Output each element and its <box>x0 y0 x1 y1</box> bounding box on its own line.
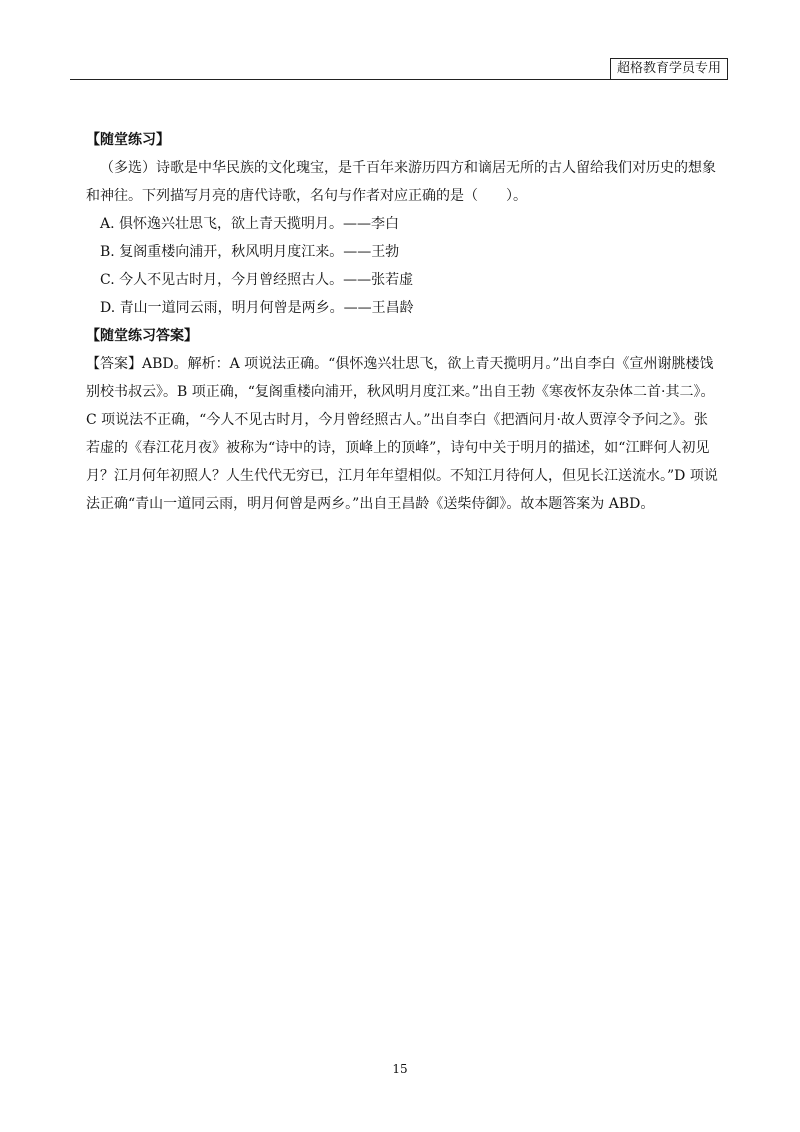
answer-section-title: 【随堂练习答案】 <box>86 328 198 344</box>
practice-section-title: 【随堂练习】 <box>86 132 170 148</box>
page-number: 15 <box>392 1062 408 1076</box>
option-c: C. 今人不见古时月，今月曾经照古人。——张若虚 <box>100 272 414 288</box>
option-b: B. 复阁重楼向浦开，秋风明月度江来。——王勃 <box>100 244 400 260</box>
option-d: D. 青山一道同云雨，明月何曾是两乡。——王昌龄 <box>100 300 414 316</box>
document-body <box>86 126 718 518</box>
header-divider <box>70 79 726 80</box>
option-a: A. 俱怀逸兴壮思飞，欲上青天揽明月。——李白 <box>100 216 400 232</box>
header-tag: 超格教育学员专用 <box>610 58 728 80</box>
practice-question: （多选）诗歌是中华民族的文化瑰宝，是千百年来游历四方和谪居无所的古人留给我们对历史的想象和神往。下列描写月亮的唐代诗歌，名句与作者对应正确的是（ ）。 <box>86 160 716 204</box>
answer-explanation: 【答案】ABD。解析：A 项说法正确。“俱怀逸兴壮思飞，欲上青天揽明月。”出自李白《宣州谢朓楼饯别校书叔云》。B 项正确，“复阁重楼向浦开，秋风明月度江来。”出自王勃《寒夜怀友杂体二首·其二》。C 项说法不正确，“今人不见古时月，今月曾经照古人。”出自李白《把酒问月·故人贾淳令予问之》。张若虚的《春江花月夜》被称为“诗中的诗，顶峰上的顶峰”，诗句中关于明月的描述，如“江畔何人初见月？江月何年初照人？人生代代无穷已，江月年年望相似。不知江月待何人，但见长江送流水。”D 项说法正确“青山一道同云雨，明月何曾是两乡。”出自王昌龄《送柴侍御》。故本题答案为 ABD。 <box>86 356 718 512</box>
